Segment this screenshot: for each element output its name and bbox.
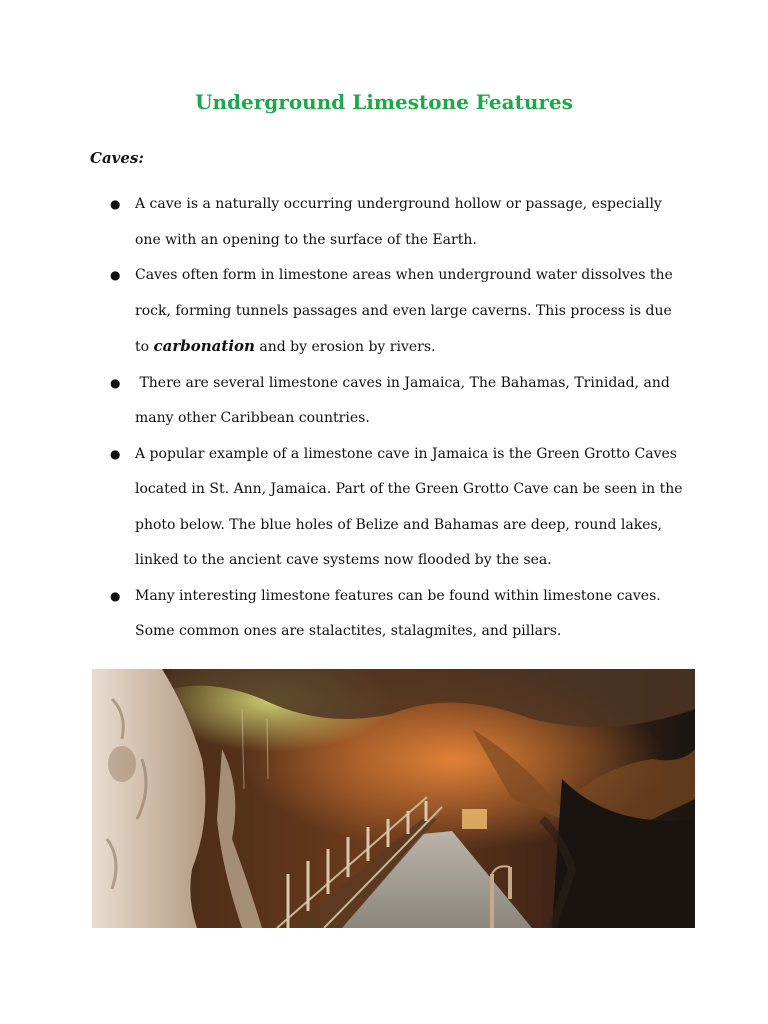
list-item — [110, 437, 685, 579]
bullet-icon: ● — [110, 375, 121, 390]
list-item — [110, 187, 685, 258]
list-item-text: A popular example of a limestone cave in Jamaica is the Green Grotto Caves located in St. Ann, Jamaica. Part of the Green Grotto Cave can be seen in the photo below. The blue holes of Belize and Bahamas are deep, round lakes, linked to the ancient cave systems now flooded by the sea. — [135, 445, 683, 568]
page-title: Underground Limestone Features — [195, 90, 573, 114]
cave-photo-icon — [92, 669, 695, 928]
list-item-text: Caves often form in limestone areas when underground water dissolves the rock, forming tunnels passages and even large caverns. This process is due to — [135, 267, 673, 355]
list-item-text: There are several limestone caves in Jamaica, The Bahamas, Trinidad, and many other Caribbean countries. — [135, 374, 675, 426]
bullet-icon: ● — [110, 197, 121, 211]
bullet-icon: ● — [110, 588, 121, 603]
list-item-text: and by erosion by rivers. — [254, 339, 436, 355]
list-item-text: Many interesting limestone features can be found within limestone caves. Some common ones are stalactites, stalagmites, and pillars. — [135, 587, 661, 639]
emphasis-term: carbonation — [153, 337, 255, 355]
list-item-text: A cave is a naturally occurring underground hollow or passage, especially one with an opening to the surface of the Earth. — [135, 196, 662, 248]
bullet-list — [110, 187, 685, 650]
section-heading: Caves: — [90, 149, 144, 167]
bullet-icon: ● — [110, 268, 121, 282]
list-item — [110, 258, 685, 366]
list-item — [110, 366, 685, 437]
cave-photo — [92, 669, 695, 928]
bullet-icon: ● — [110, 446, 121, 461]
list-item — [110, 579, 685, 650]
